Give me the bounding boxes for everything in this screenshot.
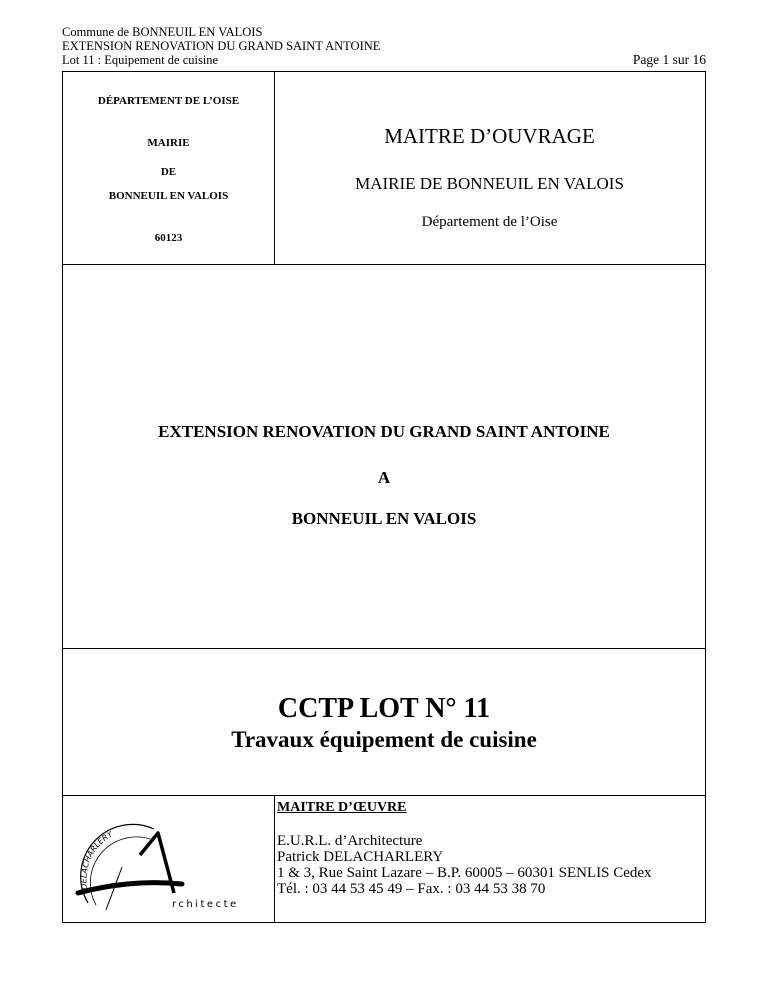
header-project: EXTENSION RENOVATION DU GRAND SAINT ANTOINE bbox=[62, 39, 381, 53]
architect-address: 1 & 3, Rue Saint Lazare – B.P. 60005 – 60301 SENLIS Cedex bbox=[277, 865, 652, 881]
maitre-ouvrage-title: MAITRE D’OUVRAGE bbox=[384, 124, 595, 148]
postal-code: 60123 bbox=[154, 232, 183, 244]
header-lot: Lot 11 : Equipement de cuisine bbox=[62, 53, 219, 67]
project-location: BONNEUIL EN VALOIS bbox=[291, 509, 477, 528]
architect-contact: Tél. : 03 44 53 45 49 – Fax. : 03 44 53 38 70 bbox=[277, 881, 546, 897]
logo-arc-text: DELACHARLERY bbox=[79, 829, 115, 891]
maitre-oeuvre-title: MAITRE D’ŒUVRE bbox=[277, 800, 407, 815]
project-block bbox=[62, 264, 706, 649]
client-block bbox=[62, 71, 706, 265]
mairie-label: MAIRIE bbox=[147, 137, 190, 149]
header-page-number: Page 1 sur 16 bbox=[632, 52, 706, 67]
architect-company: E.U.R.L. d’Architecture bbox=[277, 833, 423, 849]
header-commune: Commune de BONNEUIL EN VALOIS bbox=[62, 25, 263, 39]
de-label: DE bbox=[160, 166, 177, 178]
architect-block-divider bbox=[274, 796, 275, 922]
maitre-ouvrage-name: MAIRIE DE BONNEUIL EN VALOIS bbox=[355, 174, 624, 193]
cctp-block bbox=[62, 648, 706, 796]
cctp-subtitle: Travaux équipement de cuisine bbox=[231, 727, 537, 752]
client-block-divider bbox=[274, 72, 275, 264]
project-title: EXTENSION RENOVATION DU GRAND SAINT ANTOINE bbox=[158, 422, 610, 441]
logo-word: rchitecte bbox=[172, 899, 239, 910]
architect-logo bbox=[70, 805, 265, 915]
project-a: A bbox=[377, 468, 391, 487]
maitre-ouvrage-dept: Département de l’Oise bbox=[421, 214, 558, 230]
logo-graphic bbox=[70, 805, 265, 915]
departement-label: DÉPARTEMENT DE L’OISE bbox=[97, 95, 240, 107]
commune-label: BONNEUIL EN VALOIS bbox=[108, 190, 229, 202]
architect-name: Patrick DELACHARLERY bbox=[277, 849, 444, 865]
cctp-title: CCTP LOT N° 11 bbox=[277, 693, 491, 724]
